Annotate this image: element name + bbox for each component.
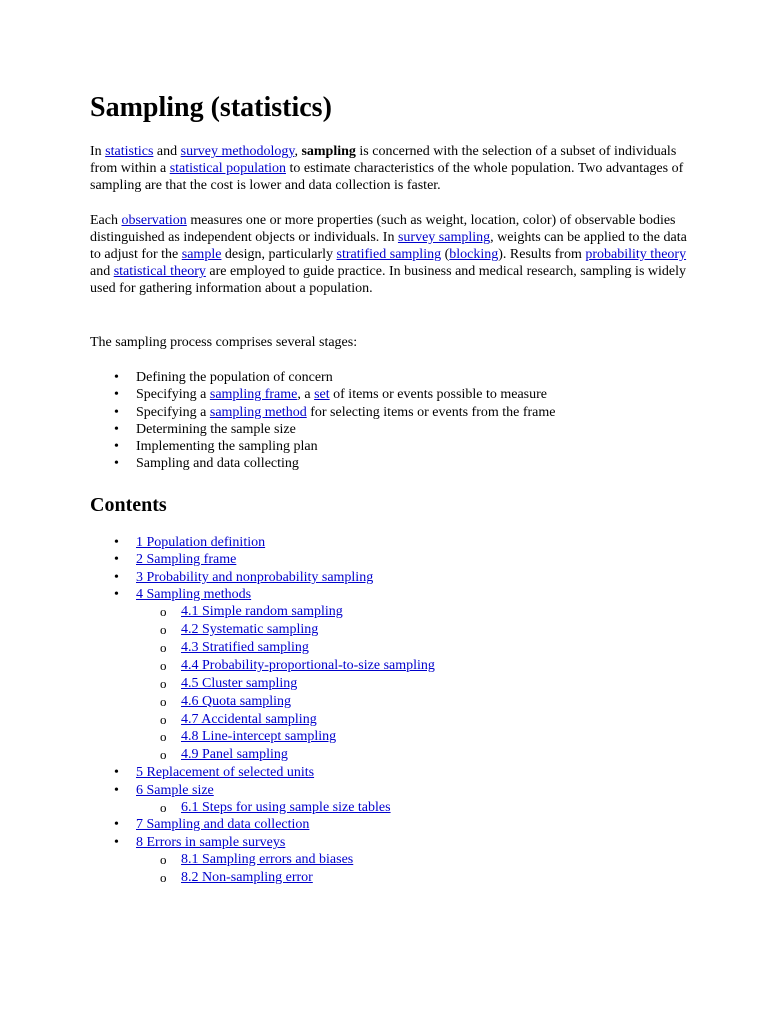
stage-item (90, 386, 556, 403)
toc-link-sampling-errors[interactable]: 8.1 Sampling errors and biases (181, 851, 354, 867)
toc-item (90, 534, 435, 551)
para2-text-3: , weights can be applied to the data to adjust for the (90, 230, 687, 262)
toc-sublist (136, 603, 435, 764)
toc-item (90, 816, 435, 833)
link-statistical-population[interactable]: statistical population (169, 161, 286, 176)
stages-list (90, 369, 556, 473)
toc-subitem (136, 746, 435, 764)
toc-subitem (136, 603, 435, 621)
toc-subitem (136, 675, 435, 693)
toc-link-panel[interactable]: 4.9 Panel sampling (181, 747, 288, 763)
link-sampling-frame[interactable]: sampling frame (209, 387, 298, 403)
toc-link-data-collection[interactable]: 7 Sampling and data collection (136, 817, 310, 833)
toc-subitem (136, 711, 435, 729)
para2-text-8: are employed to guide practice. In business and medical research, sampling is widely used for gathering information about a population. (90, 264, 686, 296)
toc-link-pps[interactable]: 4.4 Probability-proportional-to-size sampling (181, 657, 435, 673)
stage-text: of items or events possible to measure (329, 387, 547, 403)
para2-text-4: design, particularly (221, 247, 337, 262)
toc-link-sample-size-tables[interactable]: 6.1 Steps for using sample size tables (181, 799, 391, 815)
para2-text-1: Each (90, 213, 122, 228)
toc-link-accidental[interactable]: 4.7 Accidental sampling (181, 711, 317, 727)
toc-item (90, 834, 435, 887)
toc-link-sample-size[interactable]: 6 Sample size (136, 782, 214, 798)
toc-sublist (136, 799, 435, 817)
stage-text: Specifying a (136, 387, 210, 403)
link-statistical-theory[interactable]: statistical theory (113, 264, 206, 279)
stage-text: Defining the population of concern (136, 370, 333, 385)
link-survey-sampling[interactable]: survey sampling (397, 230, 491, 245)
stage-item (90, 438, 556, 455)
toc-subitem (136, 621, 435, 639)
toc-link-sampling-methods[interactable]: 4 Sampling methods (136, 587, 252, 603)
stage-text: for selecting items or events from the frame (306, 404, 556, 420)
toc-link-stratified[interactable]: 4.3 Stratified sampling (181, 639, 309, 655)
link-stratified-sampling[interactable]: stratified sampling (336, 247, 442, 262)
intro-text-2: and (153, 144, 181, 159)
toc-link-sampling-frame[interactable]: 2 Sampling frame (136, 552, 237, 568)
page-title: Sampling (statistics) (90, 92, 332, 123)
intro-text-5: to estimate characteristics of the whole population. Two advantages of sampling are that the cost is lower and data collection is faster. (90, 161, 684, 193)
toc-link-cluster[interactable]: 4.5 Cluster sampling (181, 675, 298, 691)
stage-text: Determining the sample size (136, 421, 296, 437)
toc-item (90, 782, 435, 817)
link-sample[interactable]: sample (181, 247, 222, 262)
toc-item (90, 569, 435, 586)
toc-link-simple-random[interactable]: 4.1 Simple random sampling (181, 604, 343, 620)
para2-text-6: ). Results from (498, 247, 586, 262)
link-probability-theory[interactable]: probability theory (585, 247, 687, 262)
link-statistics[interactable]: statistics (105, 144, 154, 159)
stage-text: , a (297, 387, 315, 403)
intro-paragraph (90, 143, 690, 194)
process-intro: The sampling process comprises several stages: (90, 335, 358, 350)
toc-link-errors[interactable]: 8 Errors in sample surveys (136, 834, 286, 850)
toc-subitem (136, 851, 435, 869)
toc-subitem (136, 693, 435, 711)
toc-link-replacement[interactable]: 5 Replacement of selected units (136, 765, 315, 781)
link-blocking[interactable]: blocking (449, 247, 499, 262)
toc-link-population-definition[interactable]: 1 Population definition (136, 535, 266, 550)
stage-item (90, 421, 556, 438)
link-set[interactable]: set (314, 387, 330, 403)
intro-text-1: In (90, 144, 106, 159)
stage-item (90, 369, 556, 386)
para2-text-2: measures one or more properties (such as weight, location, color) of observable bodies distinguished as independent objects or individuals. In (90, 213, 676, 245)
stage-text: Specifying a (136, 404, 210, 420)
link-observation[interactable]: observation (121, 213, 187, 228)
stage-text: Implementing the sampling plan (136, 439, 318, 455)
toc-subitem (136, 869, 435, 887)
intro-bold-sampling: sampling (301, 144, 356, 159)
stage-item (90, 404, 556, 421)
para2-text-5: ( (441, 247, 450, 262)
table-of-contents (90, 534, 435, 887)
toc-item (90, 586, 435, 764)
link-survey-methodology[interactable]: survey methodology (180, 144, 295, 159)
toc-item (90, 551, 435, 568)
toc-link-non-sampling-error[interactable]: 8.2 Non-sampling error (181, 869, 313, 885)
contents-heading: Contents (90, 494, 167, 516)
toc-subitem (136, 799, 435, 817)
toc-subitem (136, 657, 435, 675)
intro-text-4: is concerned with the selection of a subset of individuals from within a (90, 144, 677, 176)
toc-item (90, 764, 435, 781)
toc-subitem (136, 639, 435, 657)
stage-item (90, 455, 556, 472)
toc-subitem (136, 728, 435, 746)
toc-link-quota[interactable]: 4.6 Quota sampling (181, 693, 292, 709)
toc-link-systematic[interactable]: 4.2 Systematic sampling (181, 622, 319, 638)
toc-link-probability-nonprobability[interactable]: 3 Probability and nonprobability sampling (136, 569, 374, 585)
observation-paragraph (90, 212, 690, 297)
stage-text: Sampling and data collecting (136, 456, 299, 472)
toc-link-line-intercept[interactable]: 4.8 Line-intercept sampling (181, 729, 337, 745)
link-sampling-method[interactable]: sampling method (209, 404, 307, 420)
intro-text-3: , (294, 144, 302, 159)
toc-sublist (136, 851, 435, 887)
para2-text-7: and (90, 264, 114, 279)
